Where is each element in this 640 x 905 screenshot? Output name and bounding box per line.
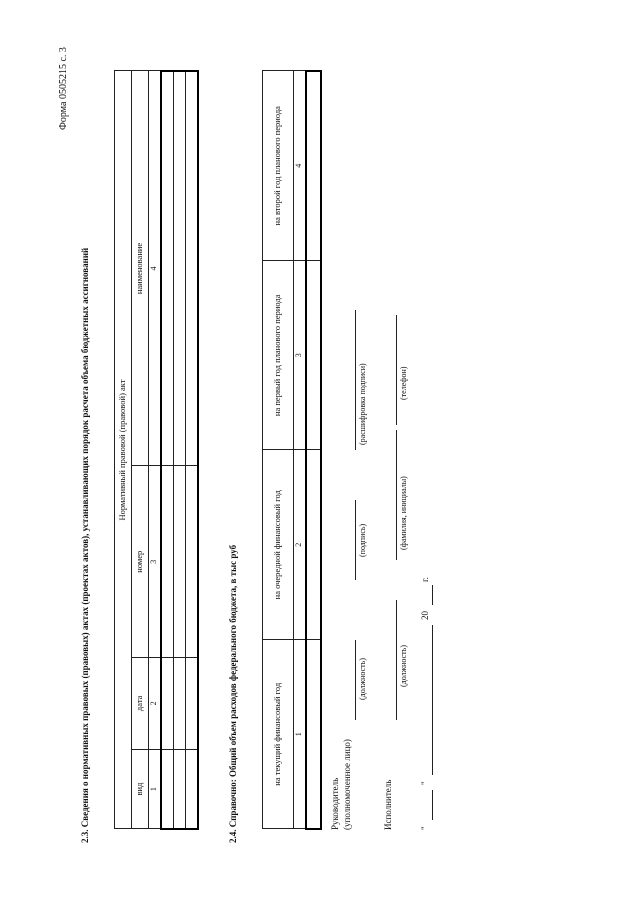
column-header-number: номер xyxy=(132,466,149,657)
head-label-authorized: (уполномоченное лицо) xyxy=(342,739,352,830)
table-cell[interactable] xyxy=(186,749,199,829)
column-number: 3 xyxy=(294,261,307,450)
table-cell[interactable] xyxy=(306,640,321,830)
section-2-3-title: 2.3. Сведения о нормативных правовых (правовых) актах (проектах актов), устанавливающих порядок расчета объема бюджетных ассигнований xyxy=(80,247,90,843)
budget-expenses-table xyxy=(262,70,322,830)
table-cell[interactable] xyxy=(306,71,321,261)
column-header-date: дата xyxy=(132,657,149,749)
column-number: 2 xyxy=(149,657,162,749)
column-header-first-plan-year: на первый год планового периода xyxy=(263,261,294,450)
executor-position-caption: (должность) xyxy=(399,645,408,687)
executor-name-caption: (фамилия, инициалы) xyxy=(399,476,408,550)
date-year-suffix: г. xyxy=(420,577,430,582)
table-cell[interactable] xyxy=(186,657,199,749)
form-number: Форма 0505215 с. 3 xyxy=(58,47,69,130)
table-cell[interactable] xyxy=(174,657,186,749)
head-position-caption: (должность) xyxy=(358,658,367,700)
column-header-next-year: на очередной финансовый год xyxy=(263,450,294,640)
executor-name-line[interactable] xyxy=(396,430,397,560)
column-number: 1 xyxy=(294,640,307,830)
table-cell[interactable] xyxy=(161,71,174,466)
regulatory-acts-table xyxy=(114,70,199,830)
column-header-current-year: на текущий финансовый год xyxy=(263,640,294,830)
head-signature-line[interactable] xyxy=(355,500,356,580)
table-cell[interactable] xyxy=(186,71,199,466)
date-quote-close: " xyxy=(420,781,430,785)
table-cell[interactable] xyxy=(174,466,186,657)
date-day-line[interactable] xyxy=(432,790,433,820)
date-year-line[interactable] xyxy=(432,585,433,605)
date-year-prefix: 20 xyxy=(420,611,430,620)
column-header-second-plan-year: на второй год планового периода xyxy=(263,71,294,261)
head-label: Руководитель xyxy=(330,777,340,830)
executor-phone-line[interactable] xyxy=(396,315,397,425)
column-header-type: вид xyxy=(132,749,149,829)
column-number: 4 xyxy=(149,71,162,466)
column-number: 1 xyxy=(149,749,162,829)
column-header-name: наименование xyxy=(132,71,149,466)
date-quote-open: " xyxy=(420,826,430,830)
table-cell[interactable] xyxy=(306,261,321,450)
head-position-line[interactable] xyxy=(355,640,356,720)
table-cell[interactable] xyxy=(161,749,174,829)
table-cell[interactable] xyxy=(161,466,174,657)
regulatory-act-group-header: Нормативный правовой (правовой) акт xyxy=(115,71,132,829)
table-cell[interactable] xyxy=(174,71,186,466)
column-number: 3 xyxy=(149,466,162,657)
head-decoding-caption: (расшифровка подписи) xyxy=(358,363,367,445)
executor-label: Исполнитель xyxy=(383,779,393,830)
column-number: 2 xyxy=(294,450,307,640)
table-cell[interactable] xyxy=(306,450,321,640)
executor-phone-caption: (телефон) xyxy=(399,366,408,400)
head-signature-caption: (подпись) xyxy=(358,523,367,557)
table-cell[interactable] xyxy=(174,749,186,829)
column-number: 4 xyxy=(294,71,307,261)
head-decoding-line[interactable] xyxy=(355,310,356,450)
table-cell[interactable] xyxy=(161,657,174,749)
table-cell[interactable] xyxy=(186,466,199,657)
executor-position-line[interactable] xyxy=(396,600,397,720)
date-month-line[interactable] xyxy=(432,625,433,775)
section-2-4-title: 2.4. Справочно: Общий объем расходов федерального бюджета, в тыс руб xyxy=(228,544,238,843)
